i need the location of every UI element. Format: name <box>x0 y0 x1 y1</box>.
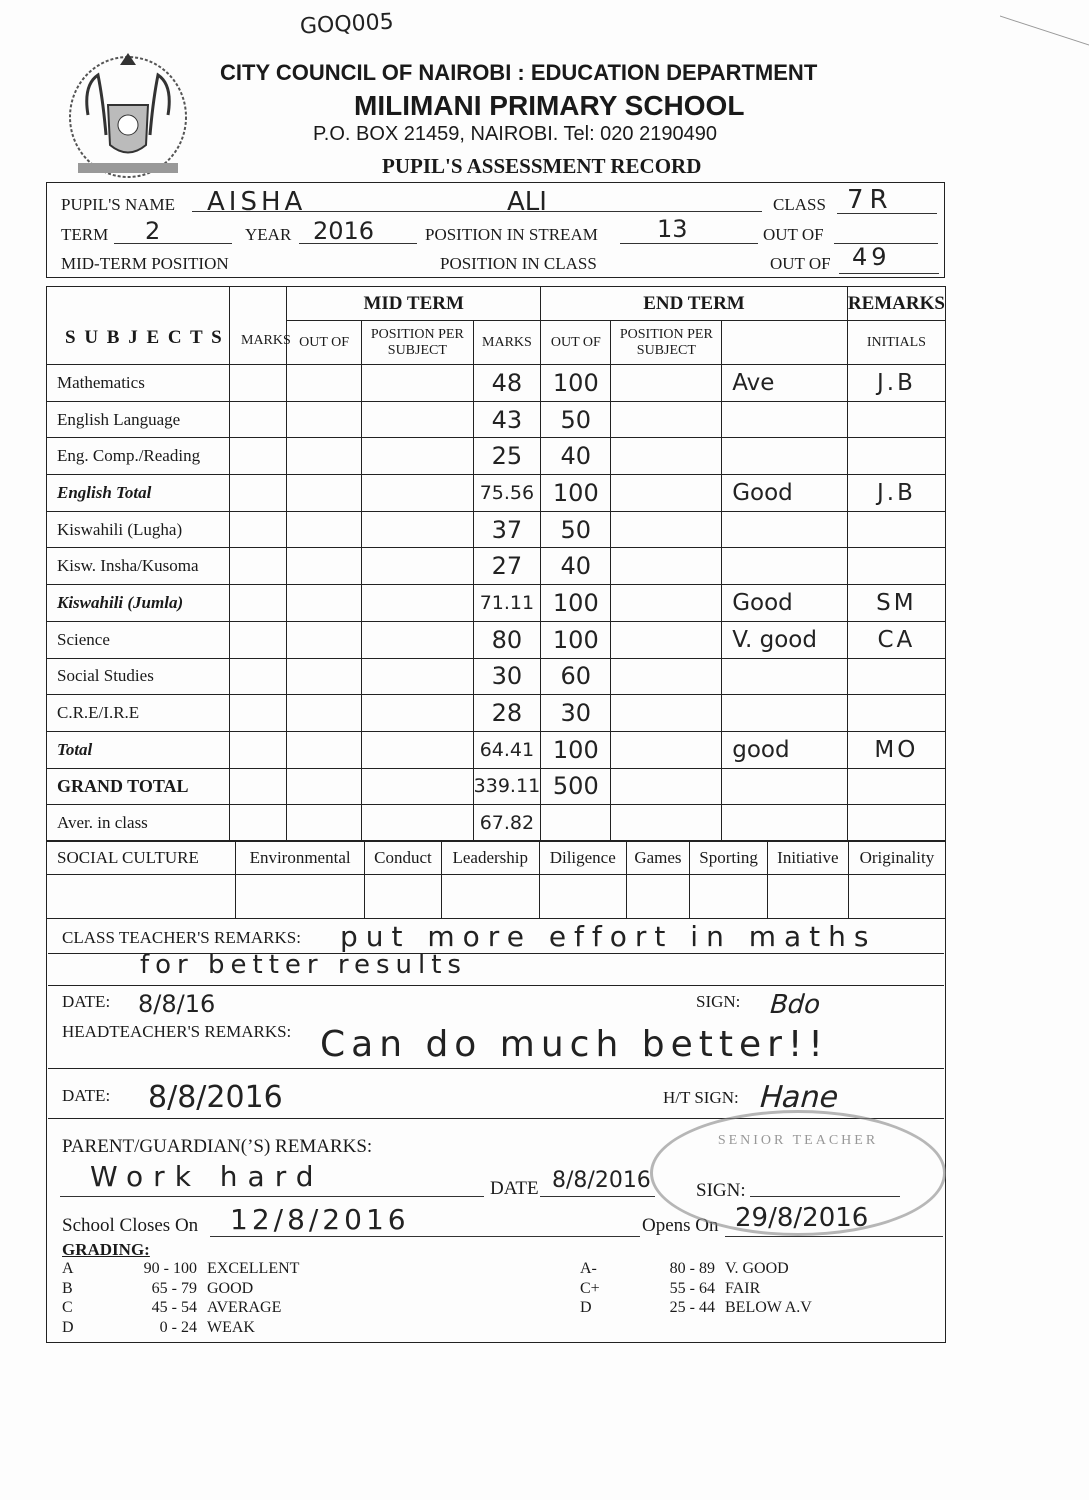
grade-description: AVERAGE <box>207 1299 282 1316</box>
social-culture-value <box>539 875 626 919</box>
end-out-of-cell: 100 <box>541 731 611 768</box>
grade-letter: A- <box>580 1260 597 1277</box>
mid-out-of-cell <box>287 475 362 512</box>
mid-marks-cell <box>229 438 287 475</box>
social-culture-value <box>235 875 364 919</box>
senior-teacher-stamp <box>650 1110 946 1236</box>
reference-code: GOQ005 <box>299 9 395 40</box>
initials-cell <box>847 438 945 475</box>
grade-row <box>580 1280 880 1300</box>
stamp-text: SENIOR TEACHER <box>717 1133 879 1148</box>
grade-description: BELOW A.V <box>725 1299 812 1316</box>
end-out-of-cell: 100 <box>541 365 611 402</box>
social-culture-label: Games <box>626 841 690 875</box>
initials-cell <box>847 548 945 585</box>
social-culture-label: Sporting <box>690 841 768 875</box>
opens-label: Opens On <box>642 1215 719 1236</box>
initials-cell <box>847 805 945 842</box>
class-teacher-remark-1: put more effort in maths <box>340 920 877 953</box>
end-out-of-cell: 100 <box>541 621 611 658</box>
end-position-cell <box>611 768 722 805</box>
class-teacher-sign-label: SIGN: <box>696 992 741 1011</box>
end-position-cell <box>611 621 722 658</box>
initials-cell: CA <box>847 621 945 658</box>
mid-marks-cell <box>229 585 287 622</box>
grade-range: 45 - 54 <box>151 1299 197 1316</box>
remark-cell: V. good <box>722 621 848 658</box>
remarks-header: REMARKS <box>847 287 945 321</box>
grade-letter: A <box>62 1260 74 1277</box>
subject-name: English Total <box>47 475 230 512</box>
coat-of-arms-logo <box>58 45 198 185</box>
mid-position-cell <box>362 511 474 548</box>
end-marks-cell: 37 <box>473 511 540 548</box>
mid-marks-cell <box>229 805 287 842</box>
table-row <box>47 511 946 548</box>
mid-marks-cell <box>229 731 287 768</box>
mid-position-cell <box>362 768 474 805</box>
end-out-of-header: OUT OF <box>541 321 611 365</box>
grade-letter: B <box>62 1279 73 1297</box>
pupil-info-box <box>46 182 945 278</box>
end-position-cell <box>611 438 722 475</box>
mid-out-of-cell <box>287 585 362 622</box>
subject-name: Aver. in class <box>47 805 230 842</box>
parent-remark: Work hard <box>90 1160 324 1193</box>
remark-cell: good <box>722 731 848 768</box>
subject-name: English Language <box>47 401 230 438</box>
initials-cell <box>847 401 945 438</box>
headteacher-signature: Hane <box>755 1080 844 1115</box>
social-culture-value <box>47 875 236 919</box>
year-label: YEAR <box>245 225 292 244</box>
end-marks-cell: 80 <box>473 621 540 658</box>
class-teacher-label: CLASS TEACHER'S REMARKS: <box>62 928 301 947</box>
mid-position-cell <box>362 475 474 512</box>
social-culture-label: SOCIAL CULTURE <box>47 841 236 875</box>
school-address: P.O. BOX 21459, NAIROBI. Tel: 020 2190490 <box>313 123 717 145</box>
out-of-class-value: 49 <box>852 243 891 271</box>
grade-row <box>62 1260 362 1280</box>
social-culture-label: Initiative <box>767 841 848 875</box>
mid-marks-cell <box>229 365 287 402</box>
end-out-of-cell: 100 <box>541 475 611 512</box>
mid-marks-cell <box>229 401 287 438</box>
remark-cell <box>722 768 848 805</box>
mid-position-cell <box>362 731 474 768</box>
term-label: TERM <box>61 225 109 244</box>
initials-cell: J.B <box>847 365 945 402</box>
remark-cell: Ave <box>722 365 848 402</box>
mid-marks-cell <box>229 621 287 658</box>
end-position-cell <box>611 695 722 732</box>
table-row <box>47 768 946 805</box>
initials-header: INITIALS <box>847 321 945 365</box>
end-position-cell <box>611 511 722 548</box>
social-culture-value <box>441 875 539 919</box>
end-position-cell <box>611 548 722 585</box>
grade-description: V. GOOD <box>725 1260 789 1277</box>
social-culture-value <box>690 875 768 919</box>
grade-letter: D <box>62 1318 74 1336</box>
social-culture-label: Leadership <box>441 841 539 875</box>
mid-position-cell <box>362 548 474 585</box>
position-stream-value: 13 <box>657 215 688 243</box>
class-label: CLASS <box>773 195 826 214</box>
remark-cell <box>722 805 848 842</box>
grade-range: 80 - 89 <box>669 1260 715 1277</box>
end-marks-cell: 28 <box>473 695 540 732</box>
mid-out-of-cell <box>287 768 362 805</box>
end-position-cell <box>611 585 722 622</box>
mid-position-cell <box>362 401 474 438</box>
social-culture-label: Environmental <box>235 841 364 875</box>
parent-remarks-label: PARENT/GUARDIAN(’S) REMARKS: <box>62 1136 373 1157</box>
table-row <box>47 731 946 768</box>
remark-cell <box>722 511 848 548</box>
mid-term-position-label: MID-TERM POSITION <box>61 254 229 273</box>
remark-cell: Good <box>722 585 848 622</box>
mid-position-header: POSITION PER SUBJECT <box>362 321 474 365</box>
headteacher-date: 8/8/2016 <box>148 1080 283 1115</box>
subject-name: Kiswahili (Lugha) <box>47 511 230 548</box>
grading-right-list <box>580 1260 880 1319</box>
remark-cell <box>722 548 848 585</box>
table-row <box>47 548 946 585</box>
mid-out-of-cell <box>287 365 362 402</box>
table-row <box>47 475 946 512</box>
social-culture-value <box>848 875 945 919</box>
mid-term-header: MID TERM <box>287 287 541 321</box>
end-marks-cell: 43 <box>473 401 540 438</box>
social-culture-table <box>46 840 946 919</box>
mid-out-of-cell <box>287 548 362 585</box>
mid-out-of-cell <box>287 695 362 732</box>
grade-description: WEAK <box>207 1318 255 1336</box>
table-row <box>47 438 946 475</box>
class-teacher-date: 8/8/16 <box>138 990 216 1018</box>
mid-marks-cell <box>229 658 287 695</box>
grade-row <box>62 1280 362 1300</box>
mid-marks-cell <box>229 511 287 548</box>
social-culture-value <box>767 875 848 919</box>
parent-sign-label: SIGN: <box>696 1180 746 1201</box>
mid-position-cell <box>362 805 474 842</box>
mid-out-of-cell <box>287 438 362 475</box>
headteacher-date-label: DATE: <box>62 1086 111 1105</box>
table-row <box>47 658 946 695</box>
grade-range: 55 - 64 <box>669 1279 715 1297</box>
mid-marks-cell <box>229 548 287 585</box>
end-out-of-cell: 30 <box>541 695 611 732</box>
end-term-header: END TERM <box>541 287 848 321</box>
social-culture-label: Originality <box>848 841 945 875</box>
initials-cell <box>847 511 945 548</box>
subject-name: Science <box>47 621 230 658</box>
end-position-cell <box>611 658 722 695</box>
grade-description: GOOD <box>207 1279 254 1297</box>
grade-row <box>62 1299 362 1319</box>
subject-name: Kiswahili (Jumla) <box>47 585 230 622</box>
mid-out-of-cell <box>287 805 362 842</box>
subject-name: GRAND TOTAL <box>47 768 230 805</box>
table-row <box>47 585 946 622</box>
mid-marks-cell <box>229 695 287 732</box>
subject-name: Eng. Comp./Reading <box>47 438 230 475</box>
pupil-name-label: PUPIL'S NAME <box>61 195 176 214</box>
position-class-label: POSITION IN CLASS <box>440 254 597 273</box>
end-out-of-cell: 500 <box>541 768 611 805</box>
term-value: 2 <box>145 217 161 245</box>
class-teacher-signature: Bdo <box>765 990 825 1020</box>
headteacher-sign-label: H/T SIGN: <box>663 1088 739 1107</box>
form-title: PUPIL'S ASSESSMENT RECORD <box>382 154 702 178</box>
remark-cell <box>722 438 848 475</box>
social-culture-value <box>365 875 441 919</box>
page-fold <box>1000 0 1089 45</box>
end-out-of-cell: 100 <box>541 585 611 622</box>
remark-cell <box>722 401 848 438</box>
end-out-of-cell: 50 <box>541 511 611 548</box>
end-position-cell <box>611 475 722 512</box>
end-out-of-cell: 50 <box>541 401 611 438</box>
position-stream-label: POSITION IN STREAM <box>425 225 598 244</box>
mid-position-cell <box>362 695 474 732</box>
end-marks-cell: 30 <box>473 658 540 695</box>
end-position-cell <box>611 731 722 768</box>
subject-name: Social Studies <box>47 658 230 695</box>
subject-name: Kisw. Insha/Kusoma <box>47 548 230 585</box>
pupil-first-name: AISHA <box>207 187 307 217</box>
mid-position-cell <box>362 585 474 622</box>
year-value: 2016 <box>313 217 375 245</box>
end-marks-cell: 48 <box>473 365 540 402</box>
mid-position-cell <box>362 365 474 402</box>
grade-letter: C+ <box>580 1279 600 1297</box>
grade-row <box>580 1260 880 1280</box>
grade-description: FAIR <box>725 1279 761 1297</box>
social-culture-label: Conduct <box>365 841 441 875</box>
subject-name: Total <box>47 731 230 768</box>
initials-cell: J.B <box>847 475 945 512</box>
grading-left-list <box>62 1260 362 1338</box>
mid-out-of-cell <box>287 731 362 768</box>
end-marks-cell: 25 <box>473 438 540 475</box>
initials-cell <box>847 768 945 805</box>
council-heading: CITY COUNCIL OF NAIROBI : EDUCATION DEPARTMENT <box>220 60 818 85</box>
remark-cell <box>722 695 848 732</box>
end-position-header: POSITION PER SUBJECT <box>611 321 722 365</box>
opens-date: 29/8/2016 <box>735 1203 869 1233</box>
initials-cell <box>847 695 945 732</box>
remark-cell: Good <box>722 475 848 512</box>
initials-cell <box>847 658 945 695</box>
remark-cell <box>722 658 848 695</box>
end-position-cell <box>611 401 722 438</box>
end-out-of-cell: 40 <box>541 438 611 475</box>
initials-cell: SM <box>847 585 945 622</box>
mid-out-of-cell <box>287 511 362 548</box>
grade-range: 0 - 24 <box>159 1318 197 1336</box>
mid-marks-cell <box>229 475 287 512</box>
mid-out-of-header: OUT OF <box>287 321 362 365</box>
end-marks-cell: 339.11 <box>473 768 540 805</box>
class-value: 7R <box>847 185 894 215</box>
grade-range: 90 - 100 <box>143 1260 197 1277</box>
mid-out-of-cell <box>287 658 362 695</box>
grade-row <box>62 1319 362 1339</box>
table-row <box>47 621 946 658</box>
subject-name: C.R.E/I.R.E <box>47 695 230 732</box>
parent-date: 8/8/2016 <box>552 1168 651 1193</box>
grade-row <box>580 1299 880 1319</box>
mid-marks-header: MARKS <box>241 333 291 348</box>
school-closes-label: School Closes On <box>62 1215 199 1236</box>
social-culture-value <box>626 875 690 919</box>
marks-table <box>46 286 946 842</box>
headteacher-remark: Can do much better!! <box>320 1024 829 1065</box>
school-name: MILIMANI PRIMARY SCHOOL <box>354 90 745 121</box>
table-row <box>47 365 946 402</box>
end-marks-cell: 64.41 <box>473 731 540 768</box>
initials-cell: MO <box>847 731 945 768</box>
end-out-of-cell: 60 <box>541 658 611 695</box>
mid-out-of-cell <box>287 401 362 438</box>
grade-letter: C <box>62 1299 73 1316</box>
end-marks-cell: 71.11 <box>473 585 540 622</box>
mid-out-of-cell <box>287 621 362 658</box>
grade-letter: D <box>580 1299 592 1316</box>
class-teacher-remark-2: for better results <box>140 950 467 980</box>
mid-marks-cell <box>229 768 287 805</box>
grade-range: 25 - 44 <box>669 1299 715 1316</box>
end-marks-cell: 27 <box>473 548 540 585</box>
table-row <box>47 805 946 842</box>
end-marks-cell: 67.82 <box>473 805 540 842</box>
end-position-cell <box>611 365 722 402</box>
grading-title: GRADING: <box>62 1240 150 1259</box>
out-of-class-label: OUT OF <box>770 254 831 273</box>
social-culture-label: Diligence <box>539 841 626 875</box>
end-position-cell <box>611 805 722 842</box>
grade-description: EXCELLENT <box>207 1260 300 1277</box>
pupil-last-name: ALI <box>507 187 547 217</box>
subject-name: Mathematics <box>47 365 230 402</box>
parent-date-label: DATE <box>490 1178 539 1199</box>
mid-position-cell <box>362 621 474 658</box>
end-out-of-cell <box>541 805 611 842</box>
end-marks-header: MARKS <box>473 321 540 365</box>
table-row <box>47 401 946 438</box>
class-teacher-date-label: DATE: <box>62 992 111 1011</box>
mid-position-cell <box>362 438 474 475</box>
table-row <box>47 695 946 732</box>
end-marks-cell: 75.56 <box>473 475 540 512</box>
subjects-header: S U B J E C T S <box>47 287 230 365</box>
grade-range: 65 - 79 <box>151 1279 197 1297</box>
end-out-of-cell: 40 <box>541 548 611 585</box>
school-closes-date: 12/8/2016 <box>230 1203 410 1236</box>
mid-position-cell <box>362 658 474 695</box>
out-of-label: OUT OF <box>763 225 824 244</box>
headteacher-label: HEADTEACHER'S REMARKS: <box>62 1022 292 1041</box>
